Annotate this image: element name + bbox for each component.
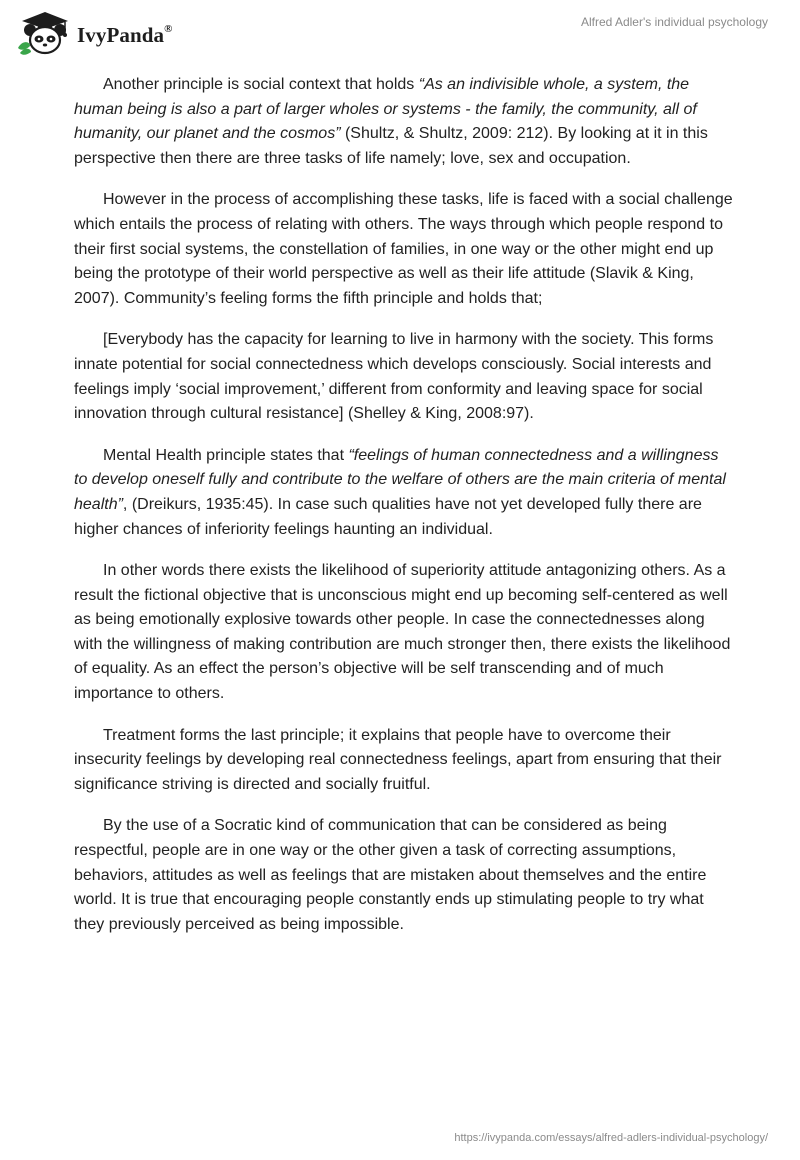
paragraph-text: However in the process of accomplishing these tasks, life is faced with a social challenge which entails the process of relating with others. The ways through which people respond to their first social systems, the constellation of families, in one way or the other might end up being the prototype of their world perspective as well as their life attitude (Slavik & King, 2007). Community’s feeling forms the fifth principle and holds that; (74, 191, 733, 307)
registered-mark: ® (164, 22, 173, 35)
paragraph (74, 444, 734, 542)
ivypanda-logo[interactable] (16, 10, 173, 56)
paragraph-text: , (Dreikurs, 1935:45). In case such qualities have not yet developed fully there are higher chances of inferiority feelings haunting an individual. (74, 495, 702, 538)
brand-name-text: IvyPanda (77, 22, 165, 47)
panda-graduate-logo-icon (16, 10, 74, 56)
paragraph (74, 814, 734, 937)
paragraph-text: Treatment forms the last principle; it explains that people have to overcome their insecurity feelings by developing real connectedness feelings, apart from ensuring that their significance striving is directed and socially fruitful. (74, 726, 722, 793)
paragraph-text: (Shultz, & Shultz, 2009: 212). By looking at it in this perspective then there are three tasks of life namely; love, sex and occupation. (74, 125, 708, 167)
paragraph-text: By the use of a Socratic kind of communication that can be considered as being respectful, people are in one way or the other given a task of correcting assumptions, behaviors, attitudes as well as feelings that are mistaken about themselves and the entire world. It is true that encouraging people constantly ends up stimulating people to try what they previously perceived as being impossible. (74, 817, 707, 933)
paragraph (74, 724, 734, 798)
source-url[interactable]: https://ivypanda.com/essays/alfred-adlers-individual-psychology/ (454, 1132, 768, 1144)
paragraph (74, 559, 734, 707)
essay-body (74, 73, 734, 954)
paragraph-text: Another principle is social context that holds (103, 76, 419, 93)
paragraph-text: In other words there exists the likelihood of superiority attitude antagonizing others. As a result the fictional objective that is unconscious might end up becoming self-centered as well as being emotionally explosive towards other people. In case the connectednesses along with the willingness of making contribution are much stronger then, there exists the likelihood of equality. As an effect the person’s objective will be self transcending and of much importance to others. (74, 562, 731, 703)
paragraph (74, 73, 734, 171)
paragraph (74, 188, 734, 311)
paragraph-text: [Everybody has the capacity for learning to live in harmony with the society. This forms innate potential for social connectedness which develops consciously. Social interests and feelings imply ‘social improvement,’ different from conformity and leaving space for social innovation through cultural resistance] (Shelley & King, 2008:97). (74, 331, 714, 423)
quoted-text: “feelings of human connectedness and a willingness to develop oneself fully and contribute to the welfare of others are the main criteria of mental health” (74, 446, 726, 513)
paragraph (74, 328, 734, 426)
paragraph-text: Mental Health principle states that (103, 446, 349, 464)
brand-name (77, 23, 173, 48)
quoted-text: “As an indivisible whole, a system, the human being is also a part of larger wholes or systems - the family, the community, all of humanity, our planet and the cosmos” (74, 76, 697, 143)
document-title: Alfred Adler's individual psychology (580, 15, 768, 29)
